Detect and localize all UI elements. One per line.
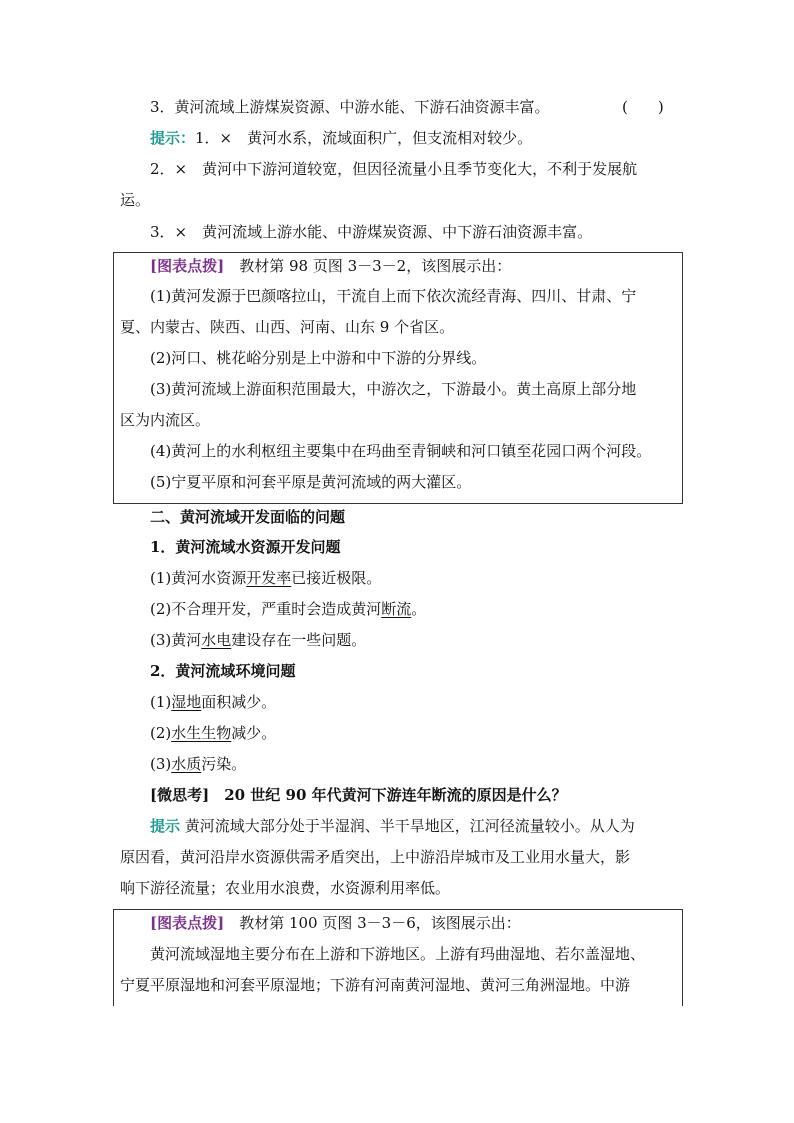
think-tag: [微思考] [150, 786, 210, 804]
env-item-3-post: 污染。 [201, 755, 247, 773]
tip-2b: 运。 [120, 191, 151, 209]
think-a2: 原因看，黄河沿岸水资源供需矛盾突出，上中游沿岸城市及工业用水量大，影 [120, 848, 631, 866]
tip-1: 1．× 黄河水系，流域面积广，但支流相对较少。 [195, 129, 533, 147]
tip-3: 3．× 黄河流域上游水能、中游煤炭资源、中下游石油资源丰富。 [150, 223, 593, 241]
box2-p2: 宁夏平原湿地和河套平原湿地；下游有河南黄河湿地、黄河三角洲湿地。中游 [120, 976, 631, 994]
env-item-3-key: 水质 [171, 755, 202, 773]
item-3 [150, 629, 366, 651]
item-2 [150, 598, 426, 620]
item-1-post: 已接近极限。 [291, 569, 382, 587]
item-1-key: 开发率 [246, 569, 292, 587]
box1-p1b: 夏、内蒙古、陕西、山西、河南、山东 9 个省区。 [120, 318, 455, 336]
item-2-pre: (2)不合理开发，严重时会造成黄河 [150, 600, 382, 618]
env-item-1-pre: (1) [150, 693, 172, 711]
item-2-post: 。 [411, 600, 427, 618]
think-a1: 黄河流域大部分处于半湿润、半干旱地区，江河径流量较小。从人为 [180, 817, 635, 835]
env-item-2-pre: (2) [150, 724, 172, 742]
item-2-key: 断流 [381, 600, 412, 618]
env-item-1 [150, 691, 276, 713]
env-item-1-post: 面积减少。 [201, 693, 277, 711]
box2-intro-line [150, 912, 521, 934]
think-tip-label: 提示 [150, 817, 181, 835]
question-3: 3．黄河流域上游煤炭资源、中游水能、下游石油资源丰富。 [150, 98, 550, 116]
tip-label: 提示： [150, 129, 196, 147]
box1-p1a: (1)黄河发源于巴颜喀拉山，干流自上而下依次流经青海、四川、甘肃、宁 [150, 287, 637, 305]
env-item-2 [150, 722, 276, 744]
box1-tag: [图表点拨] [150, 257, 225, 275]
item-3-pre: (3)黄河 [150, 631, 202, 649]
think-answer-1 [150, 815, 635, 837]
env-item-1-key: 湿地 [171, 693, 202, 711]
tip-1-line [150, 127, 532, 149]
tip-2a: 2．× 黄河中下游河道较宽，但因径流量小且季节变化大，不利于发展航 [150, 160, 638, 178]
env-item-3 [150, 753, 246, 775]
box1-intro-line [150, 255, 511, 277]
box1-intro: 教材第 98 页图 3－3－2，该图展示出： [224, 257, 512, 275]
box2-intro: 教材第 100 页图 3－3－6，该图展示出： [224, 914, 521, 932]
item-3-post: 建设存在一些问题。 [231, 631, 367, 649]
think-question: 20 世纪 90 年代黄河下游连年断流的原因是什么？ [209, 786, 567, 804]
item-1 [150, 567, 381, 589]
box1-p5: (5)宁夏平原和河套平原是黄河流域的两大灌区。 [150, 473, 472, 491]
box1-p3a: (3)黄河流域上游面积范围最大，中游次之，下游最小。黄土高原上部分地 [150, 380, 637, 398]
think-a3: 响下游径流量；农业用水浪费，水资源利用率低。 [120, 879, 451, 897]
box1-p3b: 区为内流区。 [120, 411, 211, 429]
subsection-1: 1．黄河流域水资源开发问题 [150, 538, 341, 556]
env-item-2-key: 水生生物 [171, 724, 232, 742]
box1-p2: (2)河口、桃花峪分别是上中游和中下游的分界线。 [150, 349, 487, 367]
box1-p4: (4)黄河上的水利枢纽主要集中在玛曲至青铜峡和河口镇至花园口两个河段。 [150, 442, 652, 460]
subsection-2: 2．黄河流域环境问题 [150, 662, 296, 680]
answer-paren: ( ) [622, 98, 664, 116]
item-1-pre: (1)黄河水资源 [150, 569, 247, 587]
think-question-line [150, 784, 567, 806]
section-2-title: 二、黄河流域开发面临的问题 [150, 508, 346, 526]
env-item-2-post: 减少。 [231, 724, 277, 742]
box2-p1: 黄河流域湿地主要分布在上游和下游地区。上游有玛曲湿地、若尔盖湿地、 [150, 945, 646, 963]
box2-tag: [图表点拨] [150, 914, 225, 932]
item-3-key: 水电 [201, 631, 232, 649]
env-item-3-pre: (3) [150, 755, 172, 773]
